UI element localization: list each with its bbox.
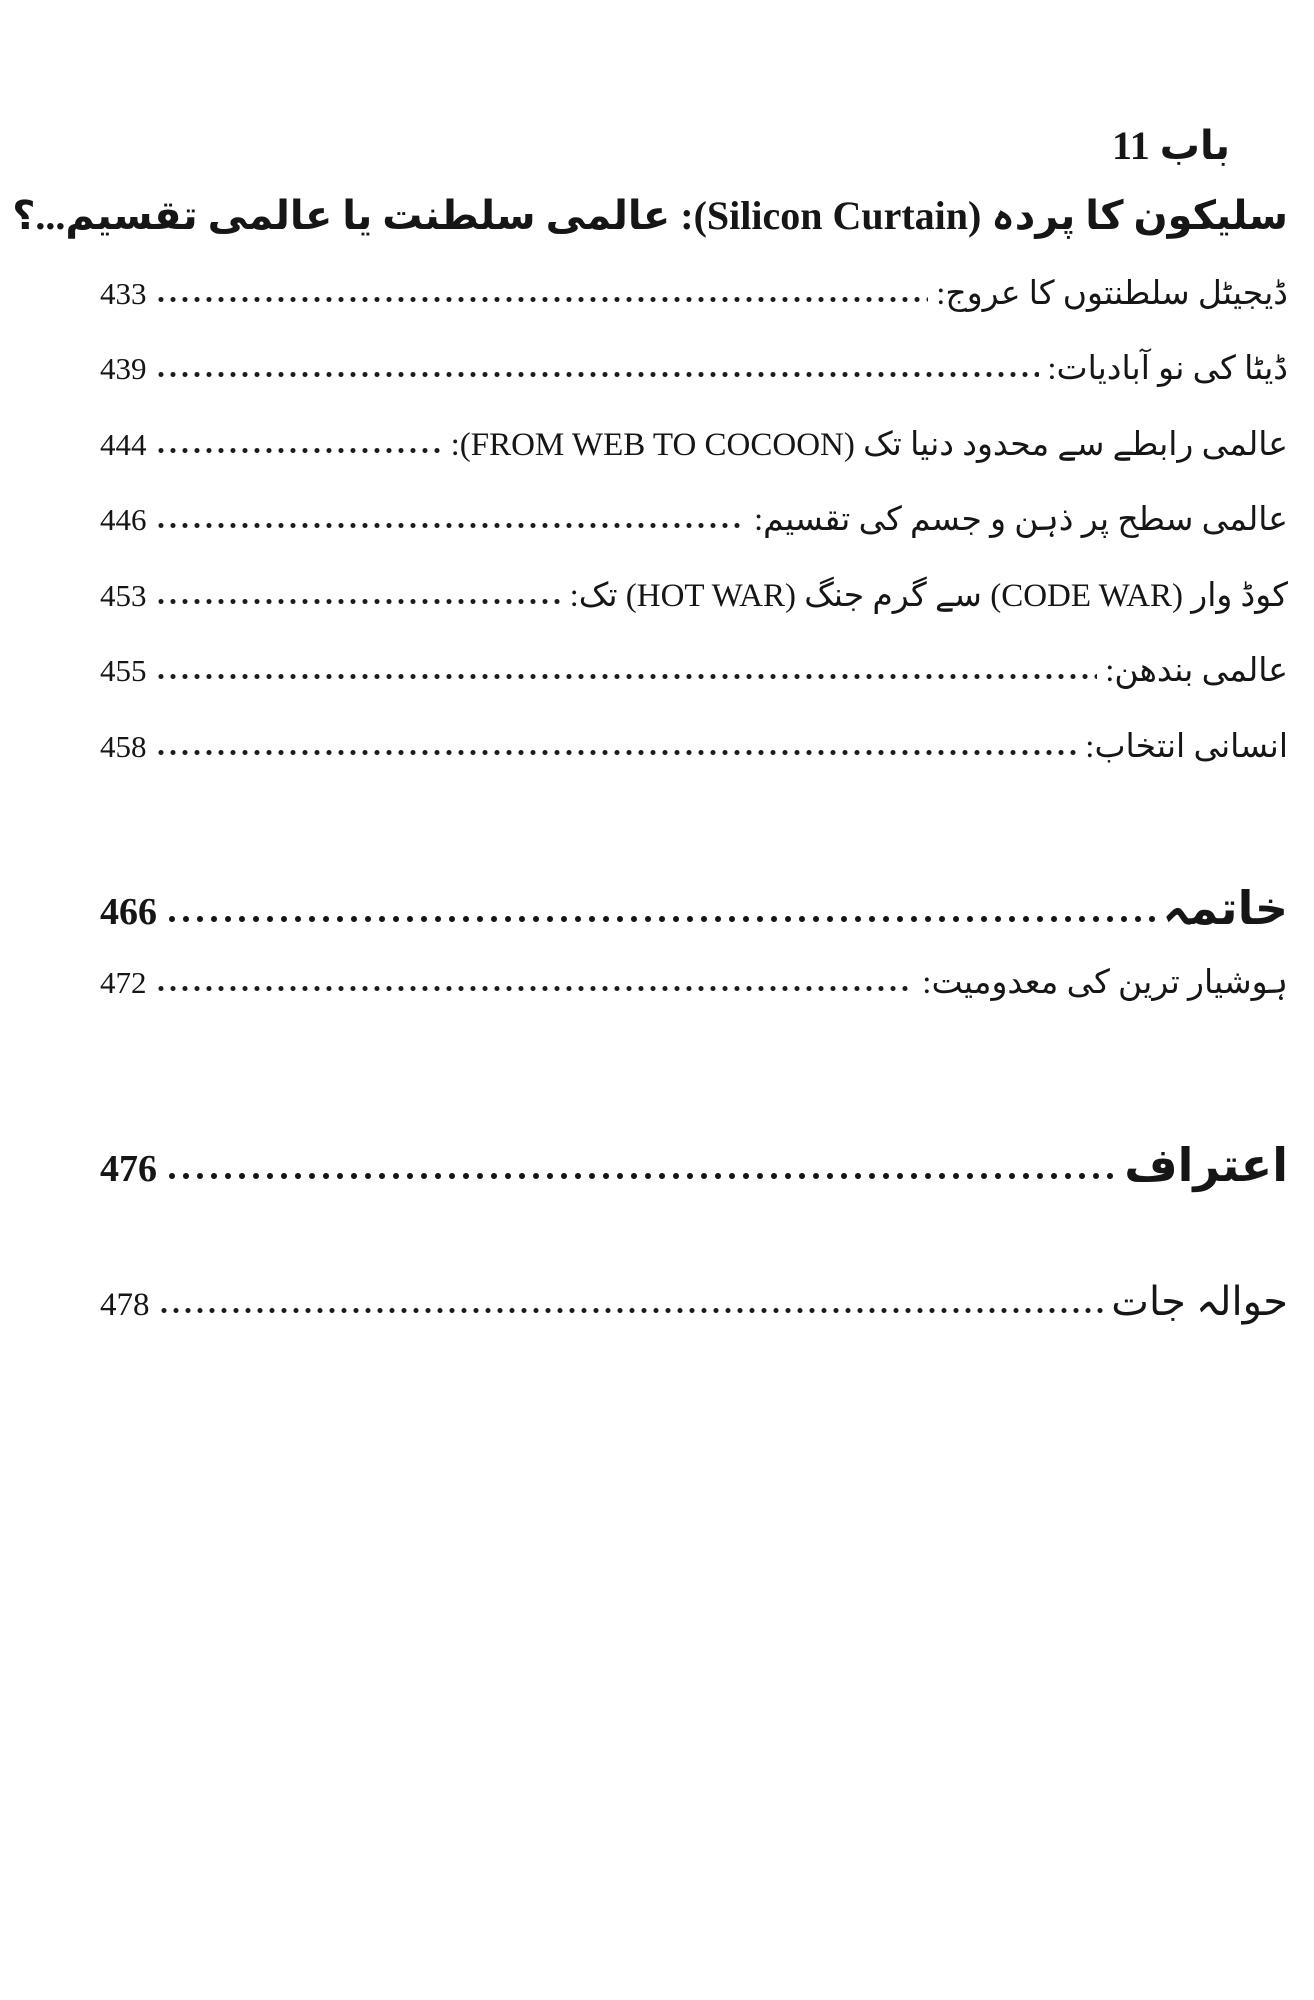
dot-leader [155, 597, 562, 606]
toc-page-number: 466 [100, 891, 157, 934]
toc-page-number: 458 [100, 728, 147, 764]
toc-row [100, 645, 1288, 698]
toc-page-number: 446 [100, 502, 147, 538]
toc-row [100, 1131, 1288, 1200]
dot-leader [0, 219, 4, 229]
toc-entry-title: سلیکون کا پردہ (Silicon Curtain): عالمی سلطنت یا عالمی تقسیم...؟ [12, 193, 1288, 238]
dot-leader [165, 914, 1155, 924]
toc-entry-title: عالمی سطح پر ذہن و جسم کی تقسیم: [753, 502, 1288, 539]
toc-row [100, 494, 1288, 547]
dot-leader [165, 1171, 1116, 1181]
dot-leader [155, 370, 1040, 379]
chapter-label: باب 11 [1111, 123, 1230, 168]
toc-page-number: 433 [100, 276, 147, 311]
toc-entry-title: حوالہ جات [1111, 1278, 1288, 1324]
toc-row [100, 957, 1288, 1010]
toc-page-number: 476 [100, 1147, 157, 1190]
toc-entry-title: عالمی رابطے سے محدود دنیا تک (FROM WEB TO COCOON): [450, 426, 1288, 463]
toc-row [100, 268, 1288, 321]
toc-list [12, 184, 1288, 1332]
toc-page-number: 444 [100, 426, 147, 462]
toc-row [100, 343, 1288, 396]
toc-entry-title: ڈیٹا کی نو آبادیات: [1047, 351, 1288, 388]
dot-leader [155, 521, 746, 530]
toc-row [100, 570, 1288, 623]
toc-page-number: 455 [100, 653, 147, 689]
toc-row [100, 874, 1288, 943]
toc-entry-title: ہوشیار ترین کی معدومیت: [922, 965, 1288, 1002]
toc-row [12, 184, 1288, 248]
dot-leader [155, 984, 915, 993]
toc-page-number: 453 [100, 577, 147, 613]
toc-page-number: 439 [100, 351, 147, 387]
toc-page-number: 472 [100, 965, 147, 1001]
toc-row [100, 721, 1288, 774]
toc-row [100, 419, 1288, 472]
dot-leader [155, 748, 1078, 757]
toc-entry-title: خاتمہ [1162, 883, 1288, 935]
toc-entry-title: ڈیجیٹل سلطنتوں کا عروج: [936, 276, 1288, 312]
toc-entry-title: انسانی انتخاب: [1085, 728, 1288, 765]
toc-row [100, 1272, 1288, 1332]
dot-leader [155, 295, 929, 304]
toc-entry-title: اعتراف [1124, 1139, 1288, 1191]
toc-page-number: 478 [100, 1286, 150, 1323]
dot-leader [158, 1306, 1104, 1315]
dot-leader [155, 446, 443, 455]
toc-entry-title: کوڈ وار (CODE WAR) سے گرم جنگ (HOT WAR) تک: [569, 577, 1288, 614]
toc-entry-title: عالمی بندھن: [1105, 653, 1288, 690]
dot-leader [155, 672, 1098, 681]
